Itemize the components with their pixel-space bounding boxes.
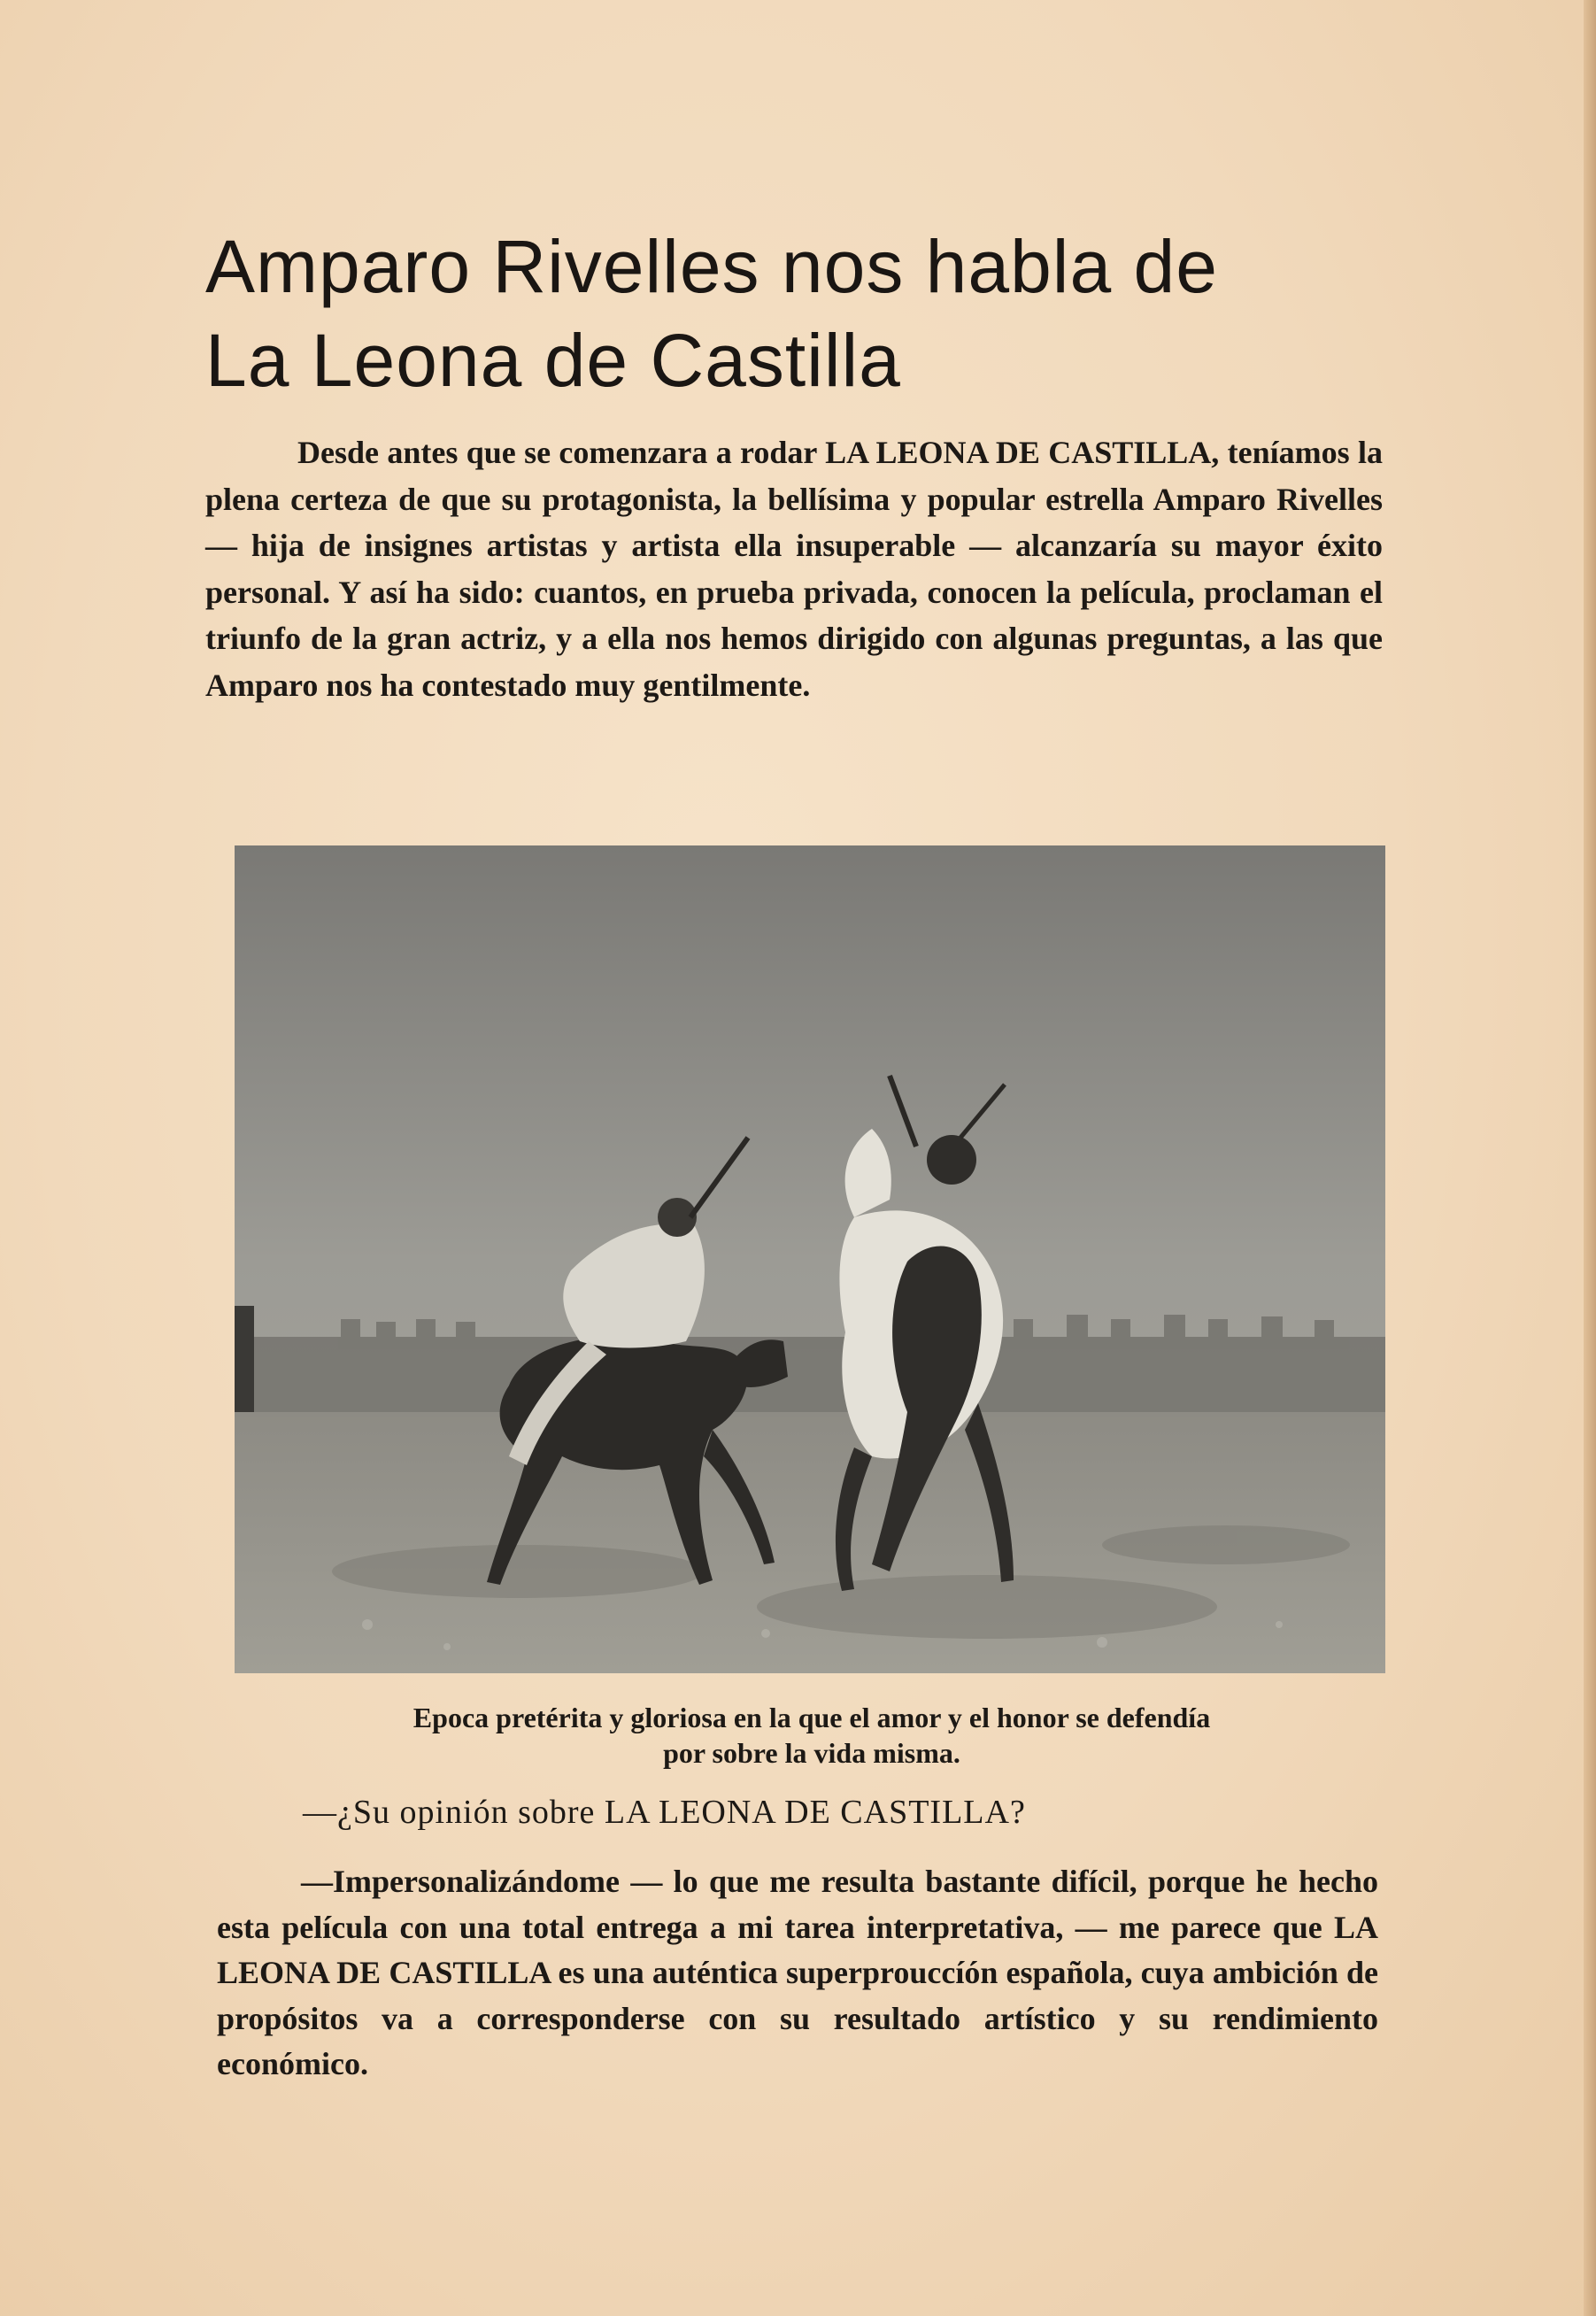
article-title — [205, 220, 1445, 407]
film-still-photo — [235, 845, 1385, 1673]
photo-caption — [232, 1700, 1392, 1771]
interview-answer: —Impersonalizándome — lo que me resulta bastante difícil, porque he hecho esta película con una total entrega a mi tarea interpretativa, — me parece que LA LEONA DE CASTILLA es una auténtica superprouccíón española, cuya ambición de propósitos va a corresponderse con su resultado artístico y su rendimiento económico. — [217, 1864, 1378, 2081]
caption-line-2: por sobre la vida misma. — [663, 1737, 960, 1769]
caption-line-1: Epoca pretérita y gloriosa en la que el amor y el honor se defendía — [412, 1702, 1211, 1733]
title-line-1: Amparo Rivelles nos habla de — [205, 225, 1218, 308]
page-edge — [1584, 0, 1596, 2316]
interview-question: —¿Su opinión sobre LA LEONA DE CASTILLA? — [303, 1794, 1026, 1831]
intro-paragraph: Desde antes que se comenzara a rodar LA LEONA DE CASTILLA, teníamos la plena certeza de que su protagonista, la bellísima y popular estrella Amparo Rivelles — hija de insignes artistas y artista ella insuperable — alcanzaría su mayor éxito personal. Y así ha sido: cuantos, en prueba privada, conocen la película, proclaman el triunfo de la gran actriz, y a ella nos hemos dirigido con algunas preguntas, a las que Amparo nos ha contestado muy gentilmente. — [205, 435, 1383, 703]
title-line-2: La Leona de Castilla — [205, 319, 901, 402]
